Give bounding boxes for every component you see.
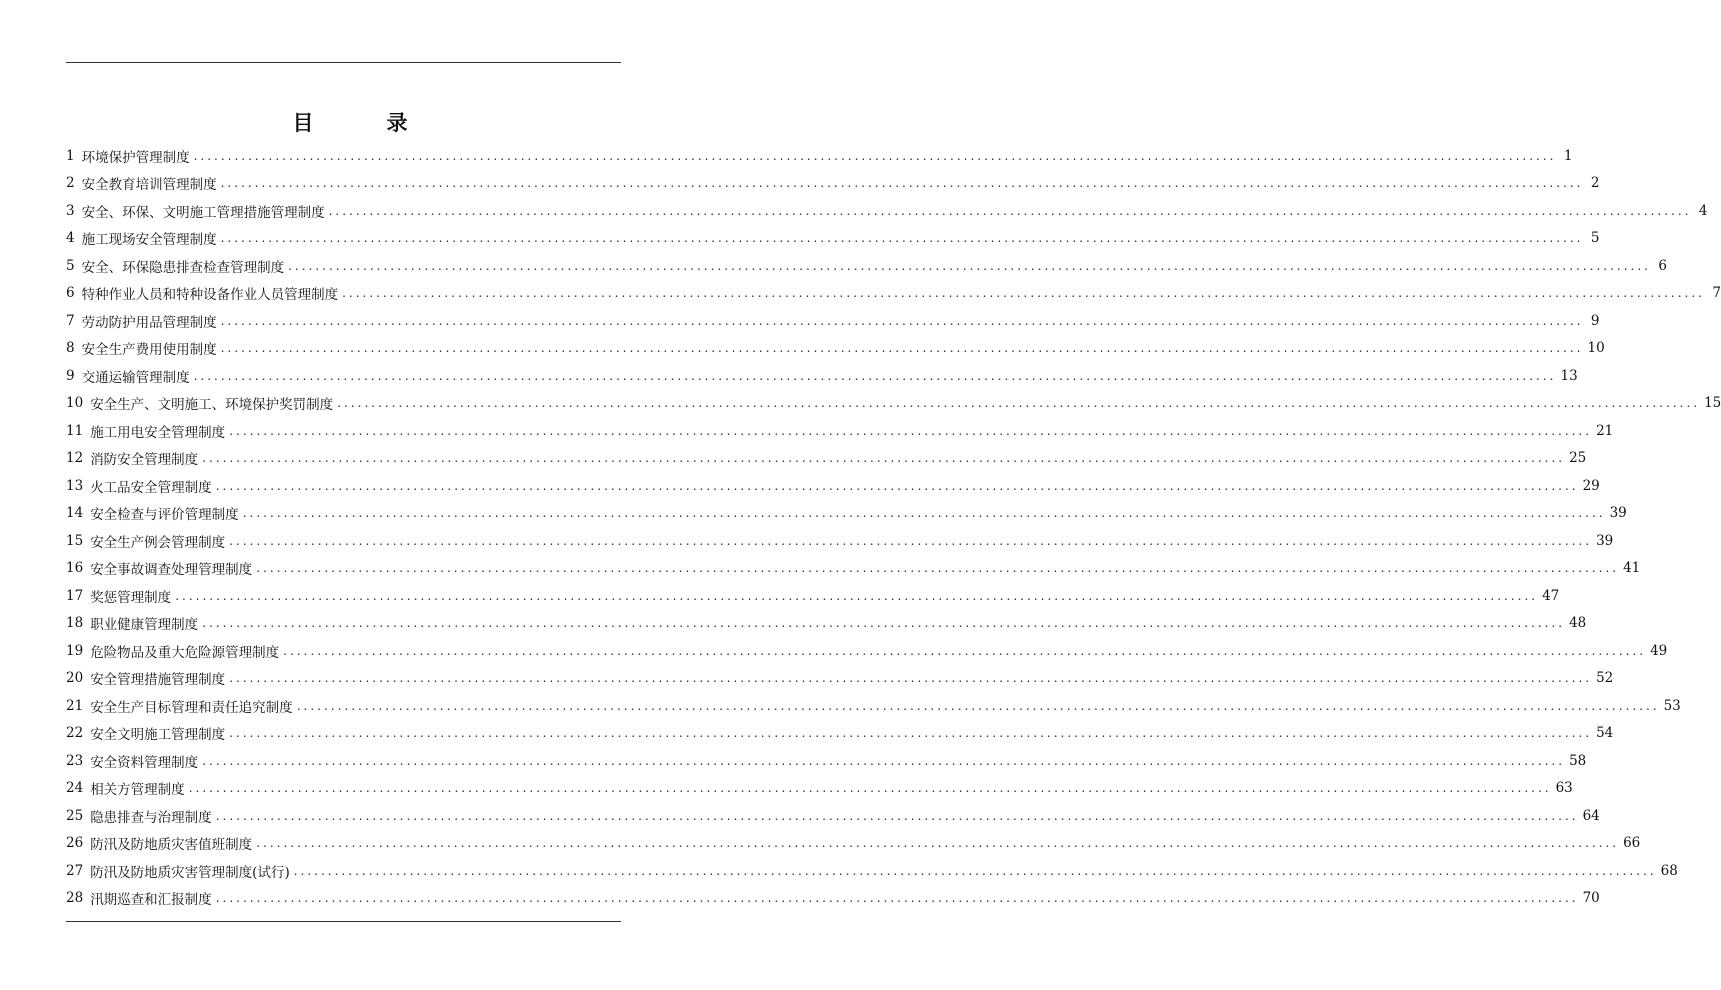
toc-entry-page-number: 58: [1569, 752, 1587, 769]
toc-entry-title: 交通运输管理制度: [81, 369, 190, 386]
toc-entry-title: 汛期巡查和汇报制度: [90, 892, 212, 909]
toc-entry-number: 17: [66, 587, 84, 604]
toc-entry-title: 施工用电安全管理制度: [90, 424, 226, 441]
toc-entry-number: 12: [66, 450, 84, 467]
toc-dot-leader: ........................................................................................................................................................................................................: [342, 286, 1705, 301]
toc-dot-leader: ........................................................................................................................................................................................................: [215, 478, 1579, 493]
toc-entry-page-number: 2: [1590, 175, 1600, 192]
toc-entry-title: 职业健康管理制度: [90, 617, 199, 634]
toc-entry[interactable]: [66, 857, 1678, 885]
toc-entry[interactable]: [66, 197, 1708, 225]
header-rule: [66, 62, 621, 63]
toc-entry-number: 26: [66, 835, 84, 852]
toc-dot-leader: ........................................................................................................................................................................................................: [337, 396, 1701, 411]
page-title: 目 录: [292, 110, 434, 135]
toc-entry-number: 3: [66, 202, 75, 219]
toc-entry[interactable]: [66, 527, 1614, 555]
toc-entry[interactable]: [66, 417, 1614, 445]
toc-entry-number: 21: [66, 697, 84, 714]
toc-entry-page-number: 64: [1582, 807, 1600, 824]
toc-entry[interactable]: [66, 610, 1587, 638]
toc-dot-leader: ........................................................................................................................................................................................................: [296, 698, 1660, 713]
toc-entry[interactable]: [66, 445, 1587, 473]
toc-dot-leader: ........................................................................................................................................................................................................: [328, 203, 1692, 218]
toc-entry-number: 22: [66, 725, 84, 742]
toc-entry-page-number: 25: [1569, 450, 1587, 467]
toc-entry-title: 安全、环保、文明施工管理措施管理制度: [81, 204, 325, 221]
toc-entry[interactable]: [66, 720, 1614, 748]
toc-entry-number: 13: [66, 477, 84, 494]
toc-dot-leader: ........................................................................................................................................................................................................: [229, 423, 1593, 438]
toc-entry-title: 安全资料管理制度: [90, 754, 199, 771]
toc-dot-leader: ........................................................................................................................................................................................................: [229, 671, 1593, 686]
toc-entry[interactable]: [66, 830, 1641, 858]
toc-entry-title: 安全、环保隐患排查检查管理制度: [81, 259, 285, 276]
toc-entry-title: 防汛及防地质灾害值班制度: [90, 837, 253, 854]
toc-entry-page-number: 39: [1609, 505, 1627, 522]
toc-dot-leader: ........................................................................................................................................................................................................: [215, 808, 1579, 823]
toc-entry-page-number: 15: [1704, 395, 1721, 412]
toc-entry-number: 25: [66, 807, 84, 824]
toc-entry-page-number: 39: [1596, 532, 1614, 549]
toc-entry[interactable]: [66, 747, 1587, 775]
toc-entry-title: 火工品安全管理制度: [90, 479, 212, 496]
toc-entry-number: 5: [66, 257, 75, 274]
toc-dot-leader: ........................................................................................................................................................................................................: [202, 451, 1566, 466]
toc-entry-title: 环境保护管理制度: [81, 149, 190, 166]
toc-entry-title: 安全生产例会管理制度: [90, 534, 226, 551]
toc-entry-title: 安全管理措施管理制度: [90, 672, 226, 689]
toc-entry-number: 28: [66, 890, 84, 907]
toc-dot-leader: ........................................................................................................................................................................................................: [229, 533, 1593, 548]
toc-entry-number: 23: [66, 752, 84, 769]
toc-entry[interactable]: [66, 252, 1667, 280]
toc-dot-leader: ........................................................................................................................................................................................................: [220, 176, 1584, 191]
toc-entry-number: 6: [66, 285, 75, 302]
toc-entry-number: 7: [66, 312, 75, 329]
toc-entry-page-number: 53: [1663, 697, 1681, 714]
toc-entry-title: 施工现场安全管理制度: [81, 232, 217, 249]
toc-entry[interactable]: [66, 390, 1721, 418]
toc-entry-title: 安全事故调查处理管理制度: [90, 562, 253, 579]
toc-entry-page-number: 41: [1623, 560, 1641, 577]
footer-rule: [66, 921, 621, 922]
toc-entry-number: 9: [66, 367, 75, 384]
toc-dot-leader: ........................................................................................................................................................................................................: [188, 781, 1552, 796]
toc-entry-number: 11: [66, 422, 84, 439]
toc-entry-page-number: 49: [1650, 642, 1668, 659]
toc-entry-number: 16: [66, 560, 84, 577]
toc-dot-leader: ........................................................................................................................................................................................................: [256, 561, 1620, 576]
toc-entry-number: 10: [66, 395, 84, 412]
toc-entry-title: 安全生产费用使用制度: [81, 342, 217, 359]
toc-entry[interactable]: [66, 885, 1600, 913]
toc-entry-number: 1: [66, 147, 75, 164]
toc-entry-title: 特种作业人员和特种设备作业人员管理制度: [81, 287, 339, 304]
toc-entry[interactable]: [66, 692, 1681, 720]
toc-entry-title: 隐患排查与治理制度: [90, 809, 212, 826]
toc-entry-number: 19: [66, 642, 84, 659]
toc-entry-number: 15: [66, 532, 84, 549]
toc-entry[interactable]: [66, 500, 1627, 528]
toc-entry[interactable]: [66, 142, 1573, 170]
toc-entry-number: 4: [66, 230, 75, 247]
toc-entry[interactable]: [66, 472, 1600, 500]
toc-entry-page-number: 70: [1582, 890, 1600, 907]
toc-dot-leader: ........................................................................................................................................................................................................: [288, 258, 1651, 273]
toc-entry[interactable]: [66, 775, 1573, 803]
toc-entry-title: 安全生产目标管理和责任追究制度: [90, 699, 293, 716]
toc-entry[interactable]: [66, 335, 1605, 363]
toc-entry[interactable]: [66, 637, 1668, 665]
toc-entry-number: 2: [66, 175, 75, 192]
toc-entry-page-number: 10: [1587, 340, 1605, 357]
toc-entry[interactable]: [66, 802, 1600, 830]
toc-dot-leader: ........................................................................................................................................................................................................: [193, 368, 1557, 383]
toc-entry-page-number: 29: [1582, 477, 1600, 494]
toc-entry[interactable]: [66, 582, 1560, 610]
toc-entry-page-number: 47: [1542, 587, 1560, 604]
toc-dot-leader: ........................................................................................................................................................................................................: [283, 643, 1647, 658]
toc-entry-page-number: 6: [1658, 257, 1667, 274]
toc-entry[interactable]: [66, 362, 1578, 390]
toc-entry-number: 8: [66, 340, 75, 357]
toc-entry-title: 奖惩管理制度: [90, 589, 172, 606]
toc-entry-title: 危险物品及重大危险源管理制度: [90, 644, 280, 661]
toc-entry[interactable]: [66, 665, 1614, 693]
toc-entry-title: 防汛及防地质灾害管理制度(试行): [90, 864, 290, 881]
toc-dot-leader: ........................................................................................................................................................................................................: [220, 341, 1584, 356]
toc-dot-leader: ........................................................................................................................................................................................................: [220, 313, 1584, 328]
toc-entry-page-number: 5: [1590, 230, 1600, 247]
toc-entry[interactable]: [66, 307, 1600, 335]
toc-entry-title: 消防安全管理制度: [90, 452, 199, 469]
toc-entry[interactable]: [66, 280, 1721, 308]
table-of-contents: [66, 142, 1721, 912]
toc-entry[interactable]: [66, 170, 1600, 198]
toc-entry-page-number: 63: [1555, 780, 1573, 797]
toc-entry-page-number: 48: [1569, 615, 1587, 632]
toc-entry-number: 14: [66, 505, 84, 522]
toc-dot-leader: ........................................................................................................................................................................................................: [229, 726, 1593, 741]
toc-dot-leader: ........................................................................................................................................................................................................: [293, 863, 1657, 878]
toc-entry-page-number: 54: [1596, 725, 1614, 742]
toc-entry-page-number: 66: [1623, 835, 1641, 852]
toc-entry-title: 安全教育培训管理制度: [81, 177, 217, 194]
toc-entry-title: 安全文明施工管理制度: [90, 727, 226, 744]
toc-entry-page-number: 52: [1596, 670, 1614, 687]
toc-entry-title: 劳动防护用品管理制度: [81, 314, 217, 331]
toc-dot-leader: ........................................................................................................................................................................................................: [175, 588, 1539, 603]
toc-entry-page-number: 4: [1698, 202, 1708, 219]
toc-entry-title: 安全检查与评价管理制度: [90, 507, 239, 524]
toc-entry-number: 18: [66, 615, 84, 632]
toc-entry-title: 相关方管理制度: [90, 782, 185, 799]
toc-entry-page-number: 7: [1712, 285, 1721, 302]
toc-entry-number: 24: [66, 780, 84, 797]
toc-entry-title: 安全生产、文明施工、环境保护奖罚制度: [90, 397, 334, 414]
toc-entry[interactable]: [66, 225, 1600, 253]
toc-entry-number: 20: [66, 670, 84, 687]
toc-dot-leader: ........................................................................................................................................................................................................: [202, 616, 1566, 631]
toc-entry-page-number: 21: [1596, 422, 1614, 439]
toc-entry-page-number: 9: [1590, 312, 1600, 329]
toc-dot-leader: ........................................................................................................................................................................................................: [202, 753, 1566, 768]
toc-entry-page-number: 13: [1560, 367, 1578, 384]
toc-dot-leader: ........................................................................................................................................................................................................: [215, 891, 1579, 906]
toc-dot-leader: ........................................................................................................................................................................................................: [242, 506, 1606, 521]
toc-entry[interactable]: [66, 555, 1641, 583]
toc-entry-page-number: 1: [1563, 147, 1573, 164]
toc-dot-leader: ........................................................................................................................................................................................................: [193, 148, 1557, 163]
toc-entry-number: 27: [66, 862, 84, 879]
toc-entry-page-number: 68: [1660, 862, 1678, 879]
toc-dot-leader: ........................................................................................................................................................................................................: [256, 836, 1620, 851]
toc-dot-leader: ........................................................................................................................................................................................................: [220, 231, 1584, 246]
